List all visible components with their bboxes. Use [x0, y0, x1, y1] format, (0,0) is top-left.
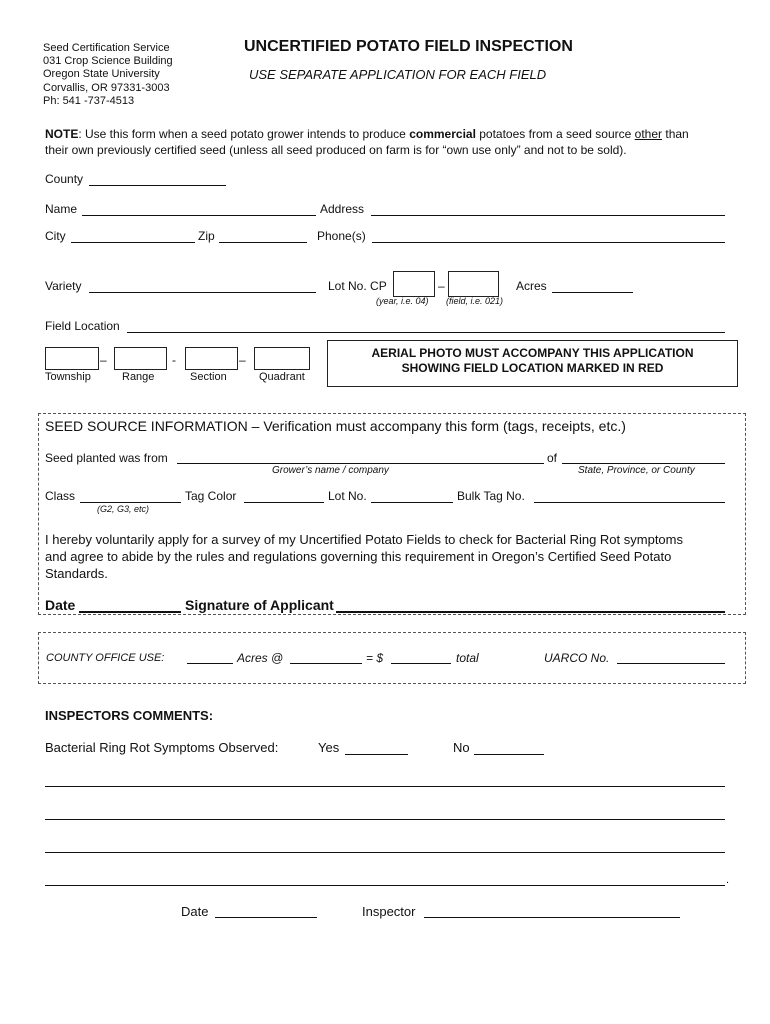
comment-line-1[interactable] — [45, 786, 725, 787]
bulk-tag-field[interactable] — [534, 502, 725, 503]
section-box[interactable] — [185, 347, 238, 370]
tag-color-field[interactable] — [244, 502, 324, 503]
bulk-tag-label: Bulk Tag No. — [457, 489, 525, 503]
county-label: County — [45, 172, 84, 186]
comment-line-3[interactable] — [45, 852, 725, 853]
city-field[interactable] — [71, 242, 195, 243]
org-building: 031 Crop Science Building — [43, 55, 173, 67]
no-label: No — [453, 740, 470, 755]
acres-field[interactable] — [552, 292, 633, 293]
inspection-date-field[interactable] — [215, 917, 317, 918]
range-label: Range — [122, 371, 155, 383]
acres-at-label: Acres @ — [237, 651, 284, 665]
city-label: City — [45, 229, 66, 243]
comment-line-4[interactable] — [45, 885, 725, 886]
note-line-1 — [45, 127, 689, 142]
page-subtitle: USE SEPARATE APPLICATION FOR EACH FIELD — [249, 67, 547, 82]
note-text-1: : Use this form when a seed potato grower intends to produce — [78, 127, 410, 141]
zip-field[interactable] — [219, 242, 307, 243]
class-hint: (G2, G3, etc) — [97, 504, 150, 514]
field-hint: (field, i.e. 021) — [446, 296, 504, 306]
zip-label: Zip — [198, 229, 215, 243]
lot-year-box[interactable] — [393, 271, 435, 297]
org-university: Oregon State University — [43, 68, 160, 80]
note-line-2: their own previously certified seed (unless all seed produced on farm is for “own use only” and not to be sold). — [45, 143, 627, 157]
declaration-line-3: Standards. — [45, 566, 108, 581]
phones-field[interactable] — [372, 242, 725, 243]
range-box[interactable] — [114, 347, 167, 370]
equals-label: = $ — [366, 651, 384, 665]
inspectors-heading: INSPECTORS COMMENTS: — [45, 708, 214, 723]
planted-from-label: Seed planted was from — [45, 451, 168, 465]
township-label: Township — [45, 371, 91, 383]
trs-hyphen: - — [172, 353, 176, 367]
yes-label: Yes — [318, 740, 340, 755]
org-city: Corvallis, OR 97331-3003 — [43, 82, 170, 94]
phones-label: Phone(s) — [317, 229, 366, 243]
location-hint: State, Province, or County — [578, 465, 695, 476]
name-label: Name — [45, 202, 78, 216]
trailing-dot: . — [726, 874, 730, 886]
of-label: of — [547, 451, 558, 465]
lot-dash: – — [438, 279, 445, 293]
note-bold-word: commercial — [409, 127, 476, 141]
grower-field[interactable] — [177, 463, 544, 464]
seed-source-heading: SEED SOURCE INFORMATION – Verification must accompany this form (tags, receipts, etc.) — [45, 418, 626, 434]
name-field[interactable] — [82, 215, 316, 216]
comment-line-2[interactable] — [45, 819, 725, 820]
seed-origin-field[interactable] — [562, 463, 725, 464]
declaration-line-2: and agree to abide by the rules and regulations governing this requirement in Oregon’s Certified Seed Potato — [45, 549, 672, 564]
note-text-2: potatoes from a seed source — [475, 127, 635, 141]
declaration-line-1: I hereby voluntarily apply for a survey of my Uncertified Potato Fields to check for Bacterial Ring Rot symptoms — [45, 532, 683, 547]
grower-hint: Grower’s name / company — [272, 465, 389, 476]
inspector-field[interactable] — [424, 917, 680, 918]
quadrant-label: Quadrant — [259, 371, 305, 383]
brr-label: Bacterial Ring Rot Symptoms Observed: — [45, 740, 279, 755]
section-label: Section — [190, 371, 227, 383]
aerial-photo-notice — [327, 340, 738, 387]
org-name: Seed Certification Service — [43, 42, 170, 54]
note-text-3: than — [662, 127, 689, 141]
seed-lot-field[interactable] — [371, 502, 453, 503]
trs-dash-2: – — [239, 353, 246, 367]
field-location-field[interactable] — [127, 332, 725, 333]
quadrant-box[interactable] — [254, 347, 310, 370]
aerial-notice-line-2: SHOWING FIELD LOCATION MARKED IN RED — [401, 361, 664, 375]
uarco-field[interactable] — [617, 663, 725, 664]
field-location-label: Field Location — [45, 319, 120, 333]
variety-label: Variety — [45, 279, 82, 293]
class-field[interactable] — [80, 502, 181, 503]
address-field[interactable] — [371, 215, 725, 216]
trs-dash-1: – — [100, 353, 107, 367]
township-box[interactable] — [45, 347, 99, 370]
lot-field-box[interactable] — [448, 271, 499, 297]
inspector-label: Inspector — [362, 904, 416, 919]
aerial-notice-line-1: AERIAL PHOTO MUST ACCOMPANY THIS APPLICATION — [371, 346, 694, 360]
no-field[interactable] — [474, 754, 544, 755]
tag-color-label: Tag Color — [185, 489, 237, 503]
note-label: NOTE — [45, 127, 79, 141]
variety-field[interactable] — [89, 292, 316, 293]
total-amount-field[interactable] — [391, 663, 451, 664]
lot-no-cp-label: Lot No. CP — [328, 279, 387, 293]
signature-label: Signature of Applicant — [185, 597, 334, 613]
county-field[interactable] — [89, 185, 226, 186]
county-acres-field[interactable] — [187, 663, 233, 664]
applicant-date-label: Date — [45, 597, 76, 613]
total-label: total — [456, 651, 479, 665]
uarco-label: UARCO No. — [544, 651, 610, 665]
signature-field[interactable] — [336, 611, 725, 613]
address-label: Address — [320, 202, 365, 216]
yes-field[interactable] — [345, 754, 408, 755]
note-underlined-word: other — [634, 127, 663, 141]
page-title: UNCERTIFIED POTATO FIELD INSPECTION — [244, 38, 573, 55]
seed-lot-label: Lot No. — [328, 489, 367, 503]
inspection-date-label: Date — [181, 904, 209, 919]
org-phone: Ph: 541 -737-4513 — [43, 95, 135, 107]
county-office-label: COUNTY OFFICE USE: — [46, 652, 165, 664]
rate-field[interactable] — [290, 663, 362, 664]
year-hint: (year, i.e. 04) — [376, 296, 429, 306]
class-label: Class — [45, 489, 76, 503]
applicant-date-field[interactable] — [79, 611, 181, 613]
acres-label: Acres — [516, 279, 547, 293]
